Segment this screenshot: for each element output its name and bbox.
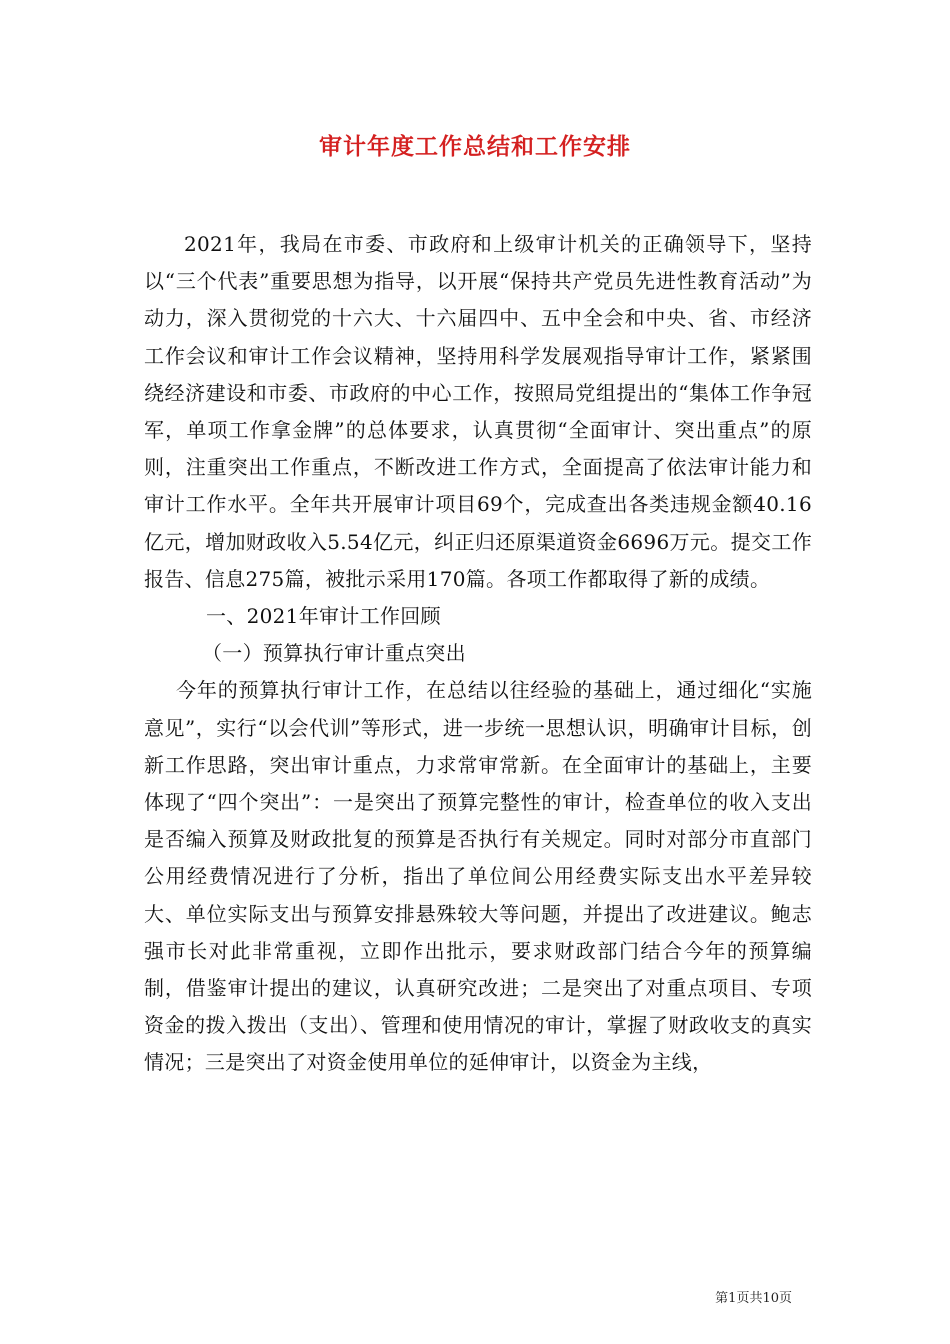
intro-paragraph: 2021年，我局在市委、市政府和上级审计机关的正确领导下，坚持以“三个代表”重要思想为指导，以开展“保持共产党员先进性教育活动”为动力，深入贯彻党的十六大、十六届四中、五中全会和中央、省、市经济工作会议和审计工作会议精神，坚持用科学发展观指导审计工作，紧紧围绕经济建设和市委、市政府的中心工作，按照局党组提出的“集体工作争冠军，单项工作拿金牌”的总体要求，认真贯彻“全面审计、突出重点”的原则，注重突出工作重点，不断改进工作方式，全面提高了依法审计能力和审计工作水平。全年共开展审计项目69个，完成查出各类违规金额40.16亿元，增加财政收入5.54亿元，纠正归还原渠道资金6696万元。提交工作报告、信息275篇，被批示采用170篇。各项工作都取得了新的成绩。 <box>144 232 812 591</box>
document-title: 审计年度工作总结和工作安排 <box>319 133 631 160</box>
page-number-footer: 第1页共10页 <box>715 1291 792 1306</box>
section-heading: 一、2021年审计工作回顾 <box>206 604 441 629</box>
document-body <box>144 226 812 1082</box>
subsection-heading: （一）预算执行审计重点突出 <box>202 641 466 666</box>
body-paragraph: 今年的预算执行审计工作，在总结以往经验的基础上，通过细化“实施意见”，实行“以会代训”等形式，进一步统一思想认识，明确审计目标，创新工作思路，突出审计重点，力求常审常新。在全面审计的基础上，主要体现了“四个突出”：一是突出了预算完整性的审计，检查单位的收入支出是否编入预算及财政批复的预算是否执行有关规定。同时对部分市直部门公用经费情况进行了分析，指出了单位间公用经费实际支出水平差异较大、单位实际支出与预算安排悬殊较大等问题，并提出了改进建议。鲍志强市长对此非常重视，立即作出批示，要求财政部门结合今年的预算编制，借鉴审计提出的建议，认真研究改进；二是突出了对重点项目、专项资金的拨入拨出（支出）、管理和使用情况的审计，掌握了财政收支的真实情况；三是突出了对资金使用单位的延伸审计，以资金为主线， <box>144 678 812 1075</box>
